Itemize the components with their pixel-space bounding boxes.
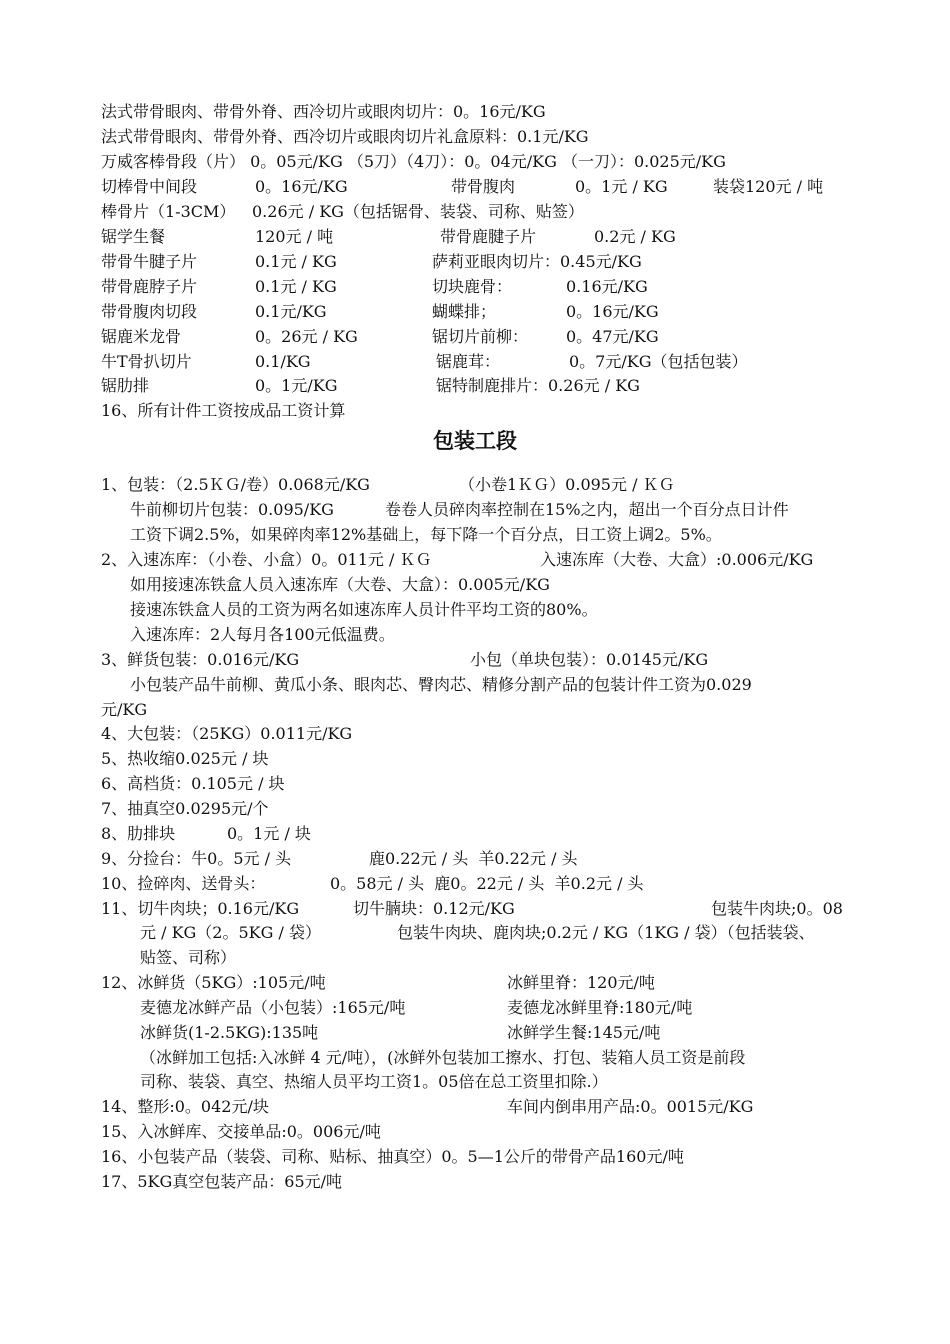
list-item: 切牛腩块：0.12元/KG — [353, 899, 515, 918]
list-item: 司称、装袋、真空、热缩人员平均工资1。05倍在总工资里扣除.） — [140, 1072, 608, 1091]
list-item: （冰鲜加工包括:入冰鲜 4 元/吨），(冰鲜外包装加工擦水、打包、装箱人员工资是前段 — [140, 1048, 746, 1067]
item-price: 120元 / 吨 — [255, 227, 334, 246]
price-line: 法式带骨眼肉、带骨外脊、西冷切片或眼肉切片：0。16元/KG — [101, 102, 546, 121]
item-price: 0.1元 / KG — [255, 252, 337, 271]
price-line: 万威客棒骨段（片） 0。05元/KG （5刀）（4刀）：0。04元/KG （一刀）：0.025元/KG — [101, 152, 726, 171]
item-name: 锯肋排 — [101, 376, 150, 395]
list-item: 15、入冰鲜库、交接单品:0。006元/吨 — [101, 1122, 381, 1141]
list-item: 冰鲜货(1-2.5KG):135吨 — [140, 1023, 319, 1042]
item-price: 0。47元/KG — [566, 327, 659, 346]
item-name: 带骨鹿脖子片 — [101, 277, 198, 296]
item-name: 锯特制鹿排片：0.26元 / KG — [436, 376, 640, 395]
list-item: 麦德龙冰鲜里脊:180元/吨 — [507, 998, 693, 1017]
item-price: 0.16元/KG — [566, 277, 648, 296]
item-name: 切棒骨中间段 — [101, 177, 198, 196]
item-name: 锯学生餐 — [101, 227, 166, 246]
item-price: 0.1元 / KG — [255, 277, 337, 296]
list-item: 1、包装：（2.5ＫＧ/卷）0.068元/KG — [101, 475, 370, 494]
list-item: 卷卷人员碎肉率控制在15%之内，超出一个百分点日计件 — [385, 500, 789, 519]
item-name: 牛T骨扒切片 — [101, 352, 192, 371]
item-name: 切块鹿骨： — [432, 277, 513, 296]
list-item: 冰鲜里脊：120元/吨 — [507, 973, 655, 992]
item-name: 带骨腹肉 — [451, 177, 516, 196]
item-name: 锯鹿米龙骨 — [101, 327, 182, 346]
list-item: 接速冻铁盒人员的工资为两名如速冻库人员计件平均工资的80%。 — [130, 600, 598, 619]
list-item: 冰鲜学生餐:145元/吨 — [507, 1023, 661, 1042]
list-item: 10、捡碎肉、送骨头： — [101, 874, 266, 893]
list-item: 16、小包装产品（装袋、司称、贴标、抽真空）0。5—1公斤的带骨产品160元/吨 — [101, 1147, 684, 1166]
item-name: 锯鹿茸： — [436, 352, 501, 371]
item-price: 0。26元 / KG — [255, 327, 358, 346]
list-item: 车间内倒串用产品:0。0015元/KG — [507, 1097, 754, 1116]
list-item: 2、入速冻库：（小卷、小盒）0。011元 / ＫＧ — [101, 550, 432, 569]
item-price: 装袋120元 / 吨 — [713, 177, 824, 196]
item-price: 0。1元 / KG — [575, 177, 668, 196]
list-item: 贴签、司称） — [140, 948, 237, 967]
list-item: （小卷1ＫＧ）0.095元 / ＫＧ — [459, 475, 675, 494]
list-item: 如用接速冻铁盒人员入速冻库（大卷、大盒）：0.005元/KG — [130, 575, 550, 594]
item-name: 蝴蝶排； — [432, 302, 497, 321]
section-title: 包装工段 — [433, 429, 517, 453]
note-line: 16、所有计件工资按成品工资计算 — [101, 401, 346, 420]
item-price: 0.1/KG — [255, 352, 311, 371]
list-item: 工资下调2.5%，如果碎肉率12%基础上，每下降一个百分点，日工资上调2。5%。 — [130, 525, 722, 544]
list-item: 鹿0.22元 / 头 羊0.22元 / 头 — [369, 849, 578, 868]
list-item: 麦德龙冰鲜产品（小包装）:165元/吨 — [140, 998, 406, 1017]
price-line: 法式带骨眼肉、带骨外脊、西冷切片或眼肉切片礼盒原料：0.1元/KG — [101, 127, 589, 146]
list-item: 元/KG — [101, 700, 148, 719]
list-item: 小包（单块包装）：0.0145元/KG — [470, 650, 709, 669]
item-price: 0。7元/KG（包括包装） — [569, 352, 748, 371]
list-item: 小包装产品牛前柳、黄瓜小条、眼肉芯、臀肉芯、精修分割产品的包装计件工资为0.029 — [130, 675, 752, 694]
list-item: 17、5KG真空包装产品：65元/吨 — [101, 1172, 343, 1191]
item-price: 0。16元/KG — [566, 302, 659, 321]
list-item: 牛前柳切片包装：0.095/KG — [130, 500, 334, 519]
list-item: 包装牛肉块、鹿肉块;0.2元 / KG（1KG / 袋）（包括装袋、 — [397, 923, 815, 942]
item-name: 带骨牛腱子片 — [101, 252, 198, 271]
item-name: 棒骨片（1-3CM） — [101, 202, 236, 221]
item-name: 锯切片前柳： — [432, 327, 529, 346]
list-item: 6、高档货：0.105元 / 块 — [101, 774, 285, 793]
item-price: 0。16元/KG — [255, 177, 348, 196]
item-price: 0。1元/KG — [255, 376, 338, 395]
item-price: 0.1元/KG — [255, 302, 327, 321]
item-price: 0.26元 / KG（包括锯骨、装袋、司称、贴签） — [252, 202, 584, 221]
list-item: 4、大包装：（25KG）0.011元/KG — [101, 724, 353, 743]
item-name: 萨莉亚眼肉切片：0.45元/KG — [432, 252, 642, 271]
list-item: 8、肋排块 — [101, 824, 176, 843]
list-item: 14、整形:0。042元/块 — [101, 1097, 269, 1116]
list-item: 包装牛肉块;0。08 — [711, 899, 843, 918]
list-item: 3、鲜货包装：0.016元/KG — [101, 650, 300, 669]
list-item: 11、切牛肉块；0.16元/KG — [101, 899, 300, 918]
list-item: 7、抽真空0.0295元/个 — [101, 799, 269, 818]
list-item: 12、冰鲜货（5KG）:105元/吨 — [101, 973, 326, 992]
list-item: 9、分捡台：牛0。5元 / 头 — [101, 849, 292, 868]
list-item: 元 / KG（2。5KG / 袋） — [140, 923, 321, 942]
list-item: 入速冻库（大卷、大盒）:0.006元/KG — [540, 550, 814, 569]
list-item: 5、热收缩0.025元 / 块 — [101, 749, 269, 768]
item-name: 带骨鹿腱子片 — [440, 227, 537, 246]
list-item: 0。58元 / 头 鹿0。22元 / 头 羊0.2元 / 头 — [330, 874, 644, 893]
item-price: 0.2元 / KG — [594, 227, 676, 246]
list-item: 入速冻库：2人每月各100元低温费。 — [130, 625, 395, 644]
item-name: 带骨腹肉切段 — [101, 302, 198, 321]
list-item: 0。1元 / 块 — [227, 824, 311, 843]
